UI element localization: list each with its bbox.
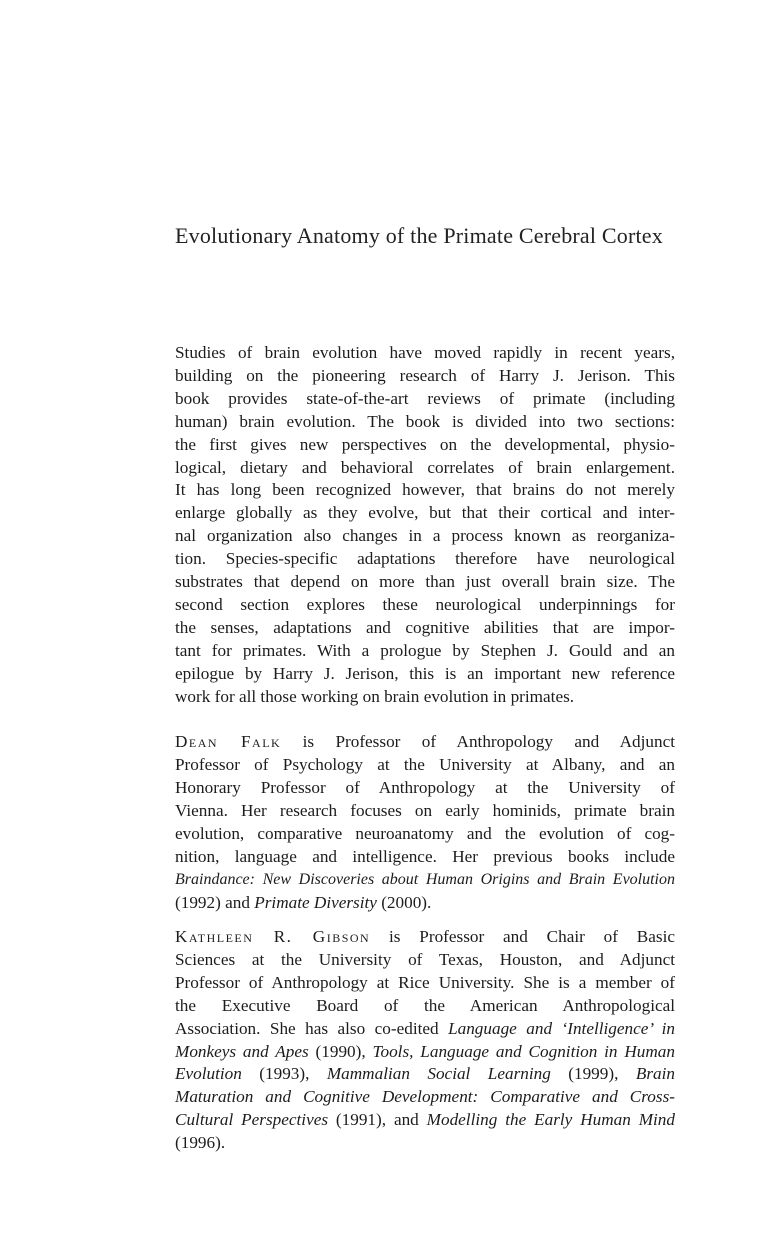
description-line: substrates that depend on more than just overall brain size. The [175,572,675,592]
bio-line: (1996). [175,1133,226,1153]
bio-line: Sciences at the University of Texas, Houston, and Adjunct [175,949,675,969]
description-line: human) brain evolution. The book is divided into two sections: [175,411,675,431]
description-line: the senses, adaptations and cognitive abilities that are impor- [175,617,675,637]
book-title-italic: Modelling the Early Human Mind [426,1110,675,1130]
description-line: tion. Species-specific adaptations therefore have neurological [175,549,675,569]
description-line: tant for primates. With a prologue by Stephen J. Gould and an [175,640,675,660]
bio-line: Cultural Perspectives (1991), and Modelling the Early Human Mind [175,1110,675,1130]
bio-line: Professor of Anthropology at Rice University. She is a member of [175,972,675,992]
bio-line: Kathleen R. Gibson is Professor and Chair of Basic [175,927,675,946]
description-line: the first gives new perspectives on the developmental, physio- [175,434,675,454]
description-line: building on the pioneering research of Harry J. Jerison. This [175,365,675,385]
bio-line [175,868,675,892]
bio-line: the Executive Board of the American Anthropological [175,995,675,1015]
editor-bio-gibson [175,926,675,1155]
book-title: Evolutionary Anatomy of the Primate Cerebral Cortex [175,223,663,248]
description-line: It has long been recognized however, that brains do not merely [175,480,675,500]
book-title-italic: Brain [635,1064,675,1084]
book-title-italic: Maturation and Cognitive Development: Comparative and Cross- [175,1087,675,1107]
bio-line: Association. She has also co-edited Language and ‘Intelligence’ in [175,1018,675,1038]
book-title-italic: Cultural Perspectives [175,1110,329,1130]
description-line: nal organization also changes in a process known as reorganiza- [175,526,675,546]
book-title-italic: Braindance: New Discoveries about Human Origins and Brain Evolution [175,871,675,889]
book-description [175,342,675,709]
book-title-italic: Primate Diversity [254,893,377,913]
book-title-italic: Tools, Language and Cognition in Human [372,1041,675,1061]
bio-line: Honorary Professor of Anthropology at the University of [175,777,675,797]
description-line: enlarge globally as they evolve, but that their cortical and inter- [175,503,675,523]
bio-line: Evolution (1993), Mammalian Social Learning (1999), Brain [175,1064,675,1084]
description-line: book provides state-of-the-art reviews of primate (including [175,388,675,408]
bio-line: Dean Falk is Professor of Anthropology and Adjunct [175,732,676,751]
editor-name: Kathleen R. Gibson [175,927,371,946]
bio-line: Monkeys and Apes (1990), Tools, Language and Cognition in Human [175,1041,675,1061]
bio-line: (1992) and Primate Diversity (2000). [175,893,432,913]
bio-line: nition, language and intelligence. Her previous books include [175,846,675,866]
book-title-italic: Language and ‘Intelligence’ in [448,1018,675,1038]
description-line: epilogue by Harry J. Jerison, this is an important new reference [175,663,675,683]
editor-bio-falk [175,731,675,915]
description-line: second section explores these neurological underpinnings for [175,594,675,614]
bio-line: evolution, comparative neuroanatomy and the evolution of cog- [175,823,675,843]
bio-line: Vienna. Her research focuses on early hominids, primate brain [175,800,675,820]
description-line: work for all those working on brain evolution in primates. [175,686,575,706]
bio-line: Professor of Psychology at the University at Albany, and an [175,754,675,774]
bio-line [175,1086,675,1109]
description-line: logical, dietary and behavioral correlates of brain enlargement. [175,457,675,477]
editor-name: Dean Falk [175,732,282,751]
book-title-italic: Evolution [175,1064,242,1084]
book-title-italic: Monkeys and Apes [175,1041,309,1061]
description-line: Studies of brain evolution have moved rapidly in recent years, [175,343,675,362]
book-title-italic: Mammalian Social Learning [326,1064,551,1084]
